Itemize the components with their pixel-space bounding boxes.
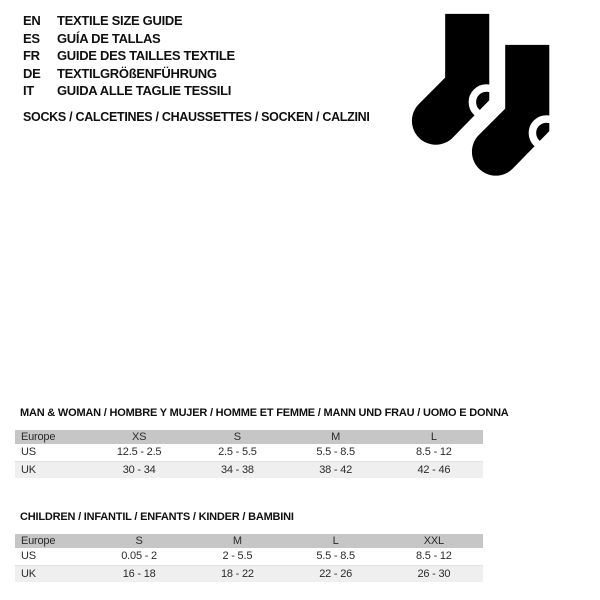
size-value: 38 - 42	[319, 463, 353, 476]
list-item	[23, 82, 235, 100]
size-value: 8.5 - 12	[416, 550, 452, 563]
language-code: EN	[23, 13, 41, 29]
size-value: 8.5 - 12	[416, 446, 452, 459]
size-value: 42 - 46	[417, 463, 451, 476]
socks-icon	[402, 12, 554, 179]
table-title: MAN & WOMAN / HOMBRE Y MUJER / HOMME ET FEMME / MANN UND FRAU / UOMO E DONNA	[20, 407, 509, 419]
column-header: M	[188, 534, 286, 548]
column-header: S	[188, 430, 286, 444]
list-item	[23, 65, 235, 83]
column-header: L	[385, 430, 483, 444]
table-row	[15, 548, 483, 565]
size-value: 0.05 - 2	[121, 550, 157, 563]
children-size-table	[15, 511, 483, 582]
size-value: 12.5 - 2.5	[116, 446, 162, 459]
table-header-row	[15, 430, 483, 444]
size-value: 2 - 5.5	[222, 550, 253, 563]
size-value: 5.5 - 8.5	[316, 550, 355, 563]
category-line: SOCKS / CALCETINES / CHAUSSETTES / SOCKEN / CALZINI	[23, 110, 370, 124]
language-code: FR	[23, 48, 40, 64]
size-value: 34 - 38	[220, 463, 254, 476]
language-label: GUIDE DES TAILLES TEXTILE	[57, 48, 235, 64]
list-item	[23, 47, 235, 65]
size-value: 30 - 34	[122, 463, 156, 476]
language-label: GUIDA ALLE TAGLIE TESSILI	[57, 83, 232, 99]
table-row	[15, 461, 483, 478]
language-label: TEXTILGRÖßENFÜHRUNG	[57, 65, 217, 81]
language-code: IT	[23, 83, 34, 99]
column-header: S	[90, 534, 188, 548]
column-header: Europe	[15, 430, 90, 444]
language-label: TEXTILE SIZE GUIDE	[57, 13, 183, 29]
table-title: CHILDREN / INFANTIL / ENFANTS / KINDER / BAMBINI	[20, 511, 294, 523]
size-value: 2.5 - 5.5	[218, 446, 257, 459]
table-header-row	[15, 534, 483, 548]
column-header: L	[287, 534, 385, 548]
size-value: 22 - 26	[319, 567, 353, 580]
size-value: 18 - 22	[220, 567, 254, 580]
region-label: US	[21, 550, 36, 563]
size-value: 5.5 - 8.5	[316, 446, 355, 459]
size-value: 26 - 30	[417, 567, 451, 580]
man-woman-size-table	[15, 407, 509, 478]
column-header: Europe	[15, 534, 90, 548]
region-label: UK	[21, 463, 36, 476]
column-header: XS	[90, 430, 188, 444]
list-item	[23, 12, 235, 30]
language-code: DE	[23, 65, 41, 81]
region-label: UK	[21, 567, 36, 580]
table-row	[15, 565, 483, 582]
table-row	[15, 444, 483, 461]
size-value: 16 - 18	[122, 567, 156, 580]
list-item	[23, 30, 235, 48]
language-guide-list	[23, 12, 235, 100]
region-label: US	[21, 446, 36, 459]
language-code: ES	[23, 30, 40, 46]
column-header: M	[287, 430, 385, 444]
language-label: GUÍA DE TALLAS	[57, 30, 161, 46]
column-header: XXL	[385, 534, 483, 548]
